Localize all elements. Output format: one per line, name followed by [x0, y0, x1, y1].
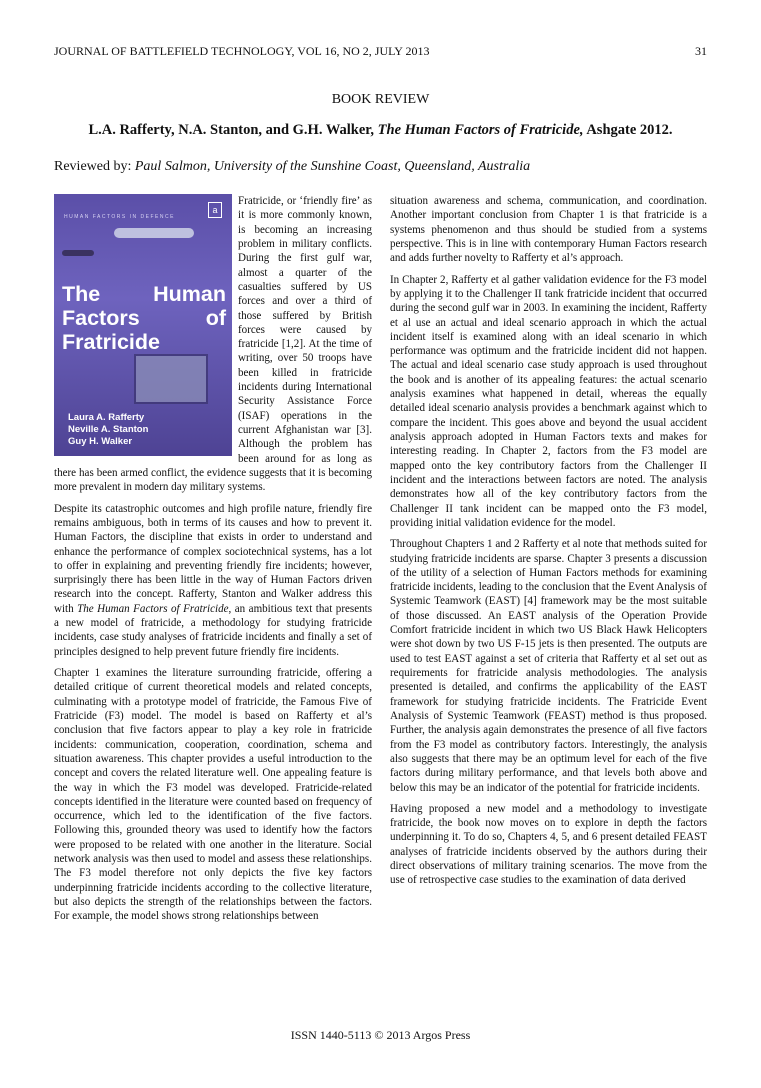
paragraph-text: Despite its catastrophic outcomes and high profile nature, friendly fire remains ambiguous, both in terms of its causes and how to prevent it. Human Factors, the discipline that exists in order to understand and enhance the performance of complex sociotechnical systems, has a lot to offer in explaining and preventing friendly fire incidents; however, surprisingly there has been little in the way of Human Factors driven research into the concept. Rafferty, Stanton and Walker address this with [54, 502, 372, 615]
cover-authors [68, 412, 148, 448]
cover-title: The Human Factors of Fratricide [62, 282, 226, 354]
reviewer-line [54, 159, 707, 175]
book-publisher: Ashgate 2012. [583, 122, 673, 138]
publisher-logo: a [208, 202, 222, 218]
aircraft-graphic [114, 228, 194, 238]
paragraph: Chapter 1 examines the literature surrounding fratricide, offering a detailed critique of current theoretical models and related concepts, culminating with a prototype model of fratricide, the Famous Five of Fratricide (F3) model. The model is based on Rafferty et al’s conclusion that five factors appear to play a key role in fratricide incidents: communication, cooperation, coordination, schema and situation awareness. This chapter provides a useful introduction to the concept and covers the related literature well. One appealing feature is the way in which the F3 model was developed. Fratricide-related concepts identified in the literature were counted based on frequency of occurrence, which led to the identification of the five factors. Following this, grounded theory was used to identify how the factors were proposed to be related with one another in the literature. Social network analysis was then used to model and assess these relationships. The F3 model therefore not only depicts the five key factors underpinning fratricide incidents according to the collective literature, but also depicts the strength of the relationships between the factors. For example, the model shows strong relationships between [54, 667, 372, 923]
cockpit-screen-graphic [134, 354, 208, 404]
left-column [54, 194, 372, 931]
journal-name: JOURNAL OF BATTLEFIELD TECHNOLOGY, VOL 16, NO 2, JULY 2013 [54, 44, 430, 58]
right-column [390, 194, 707, 895]
page-number: 31 [695, 44, 707, 58]
footer-issn: ISSN 1440-5113 © 2013 Argos Press [290, 1028, 471, 1042]
book-title-inline: The Human Factors of Fratricide [77, 602, 229, 615]
paragraph: Fratricide, or ‘friendly fire’ as it is more commonly known, is becoming an increasing problem in military conflicts. During the first gulf war, almost a quarter of the casualties suffered by US forces and over a third of those suffered by British forces were caused by fratricide [1,2]. At the time of writing, over 50 troops have been killed in fratricide incidents during International Security Assistance Force (ISAF) operations in the current Afghanistan war [3]. Although the problem has been around for as long as there has been armed conflict, the evidence suggests that it is becoming more prevalent in modern day military systems. [54, 195, 372, 494]
cover-author: Neville A. Stanton [68, 424, 149, 435]
cover-author: Laura A. Rafferty [68, 412, 145, 423]
reviewer-name: Paul Salmon, University of the Sunshine Coast, Queensland, Australia [134, 159, 531, 174]
cover-series-label: HUMAN FACTORS IN DEFENCE [64, 214, 175, 220]
section-title: BOOK REVIEW [331, 92, 430, 107]
book-authors: L.A. Rafferty, N.A. Stanton, and G.H. Walker, [88, 122, 378, 138]
book-citation [54, 122, 707, 139]
paragraph [54, 502, 372, 659]
cover-author: Guy H. Walker [68, 436, 133, 447]
paragraph: Throughout Chapters 1 and 2 Rafferty et al note that methods suited for studying fratricide incidents are sparse. Chapter 3 presents a discussion of the utility of a selection of Human Factors methods for examining fratricide incidents, leading to the conclusion that the Event Analysis of Systemic Teamwork (EAST) [4] framework may be the most suitable of those discussed. An EAST analysis of the Operation Provide Comfort fratricide incident in which two US Black Hawk Helicopters were shot down by two US F-15 jets is then presented. The outputs are used to test EAST against a set of criteria that Rafferty et al set out as requirements for fratricide analysis methodologies. The analysis presented is detailed, and confirms the applicability of the EAST framework for studying fratricide incidents. The Fratricide Event Analysis of Systemic Teamwork (FEAST) method is thus proposed. Further, the analysis again demonstrates the presence of all five factors from the F3 model as contributory factors. Interestingly, the analysis also suggests that there may be an optimum level for each of the five factors during military performance, and that levels both above and below this may be an indicator of the potential for fratricide incidents. [390, 538, 707, 794]
reviewer-label: Reviewed by: [54, 159, 135, 174]
book-title: The Human Factors of Fratricide, [377, 122, 584, 138]
running-head [54, 44, 707, 59]
paragraph: In Chapter 2, Rafferty et al gather validation evidence for the F3 model by applying it to the Challenger II tank fratricide incident that occurred during the second gulf war in 2003. In examining the incident, Rafferty et al use an actual and ideal scenario approach in which the actual incident itself is examined along with an ideal scenario in which performance was optimum and the fratricide incident did not happen. The actual and ideal scenario case study approach is used throughout the book and is another of its appealing features: the actual scenario analysis examines what happened in detail, whereas the equally detailed ideal scenario analysis provides a benchmark against which to compare the incident. This goes above and beyond the usual accident analysis approach adopted in Human Factors texts and makes for interesting reading. In Chapter 2, factors from the F3 model are mapped onto the key contributory factors from the Challenger II incident and the interactions between factors are noted. The analysis demonstrates how all of the key contributory factors from the Challenger II tank incident can be mapped onto the F3 model, providing initial validation evidence for the model. [390, 273, 707, 529]
paragraph-text: , an ambitious text that presents a new model of fratricide, a methodology for studying fratricide incidents, case study analyses of fratricide incidents and finally a set of principles designed to help prevent future friendly fire incidents. [54, 602, 373, 658]
paragraph: situation awareness and schema, communication, and coordination. Another important conclusion from Chapter 1 is that fratricide is a systems phenomenon and thus should be studied from a systems perspective. This is in line with contemporary Human Factors research and adds further novelty to Rafferty et al’s approach. [390, 195, 707, 265]
paragraph: Having proposed a new model and a methodology to investigate fratricide, the book now moves on to explore in depth the factors underpinning it. To do so, Chapters 4, 5, and 6 present detailed FEAST analyses of fratricide incidents observed by the authors during their direct observations of military training scenarios. The move from the use of retrospective case studies to the examination of data derived [390, 802, 707, 887]
helicopter-graphic [62, 250, 94, 256]
book-cover-image [54, 194, 232, 456]
